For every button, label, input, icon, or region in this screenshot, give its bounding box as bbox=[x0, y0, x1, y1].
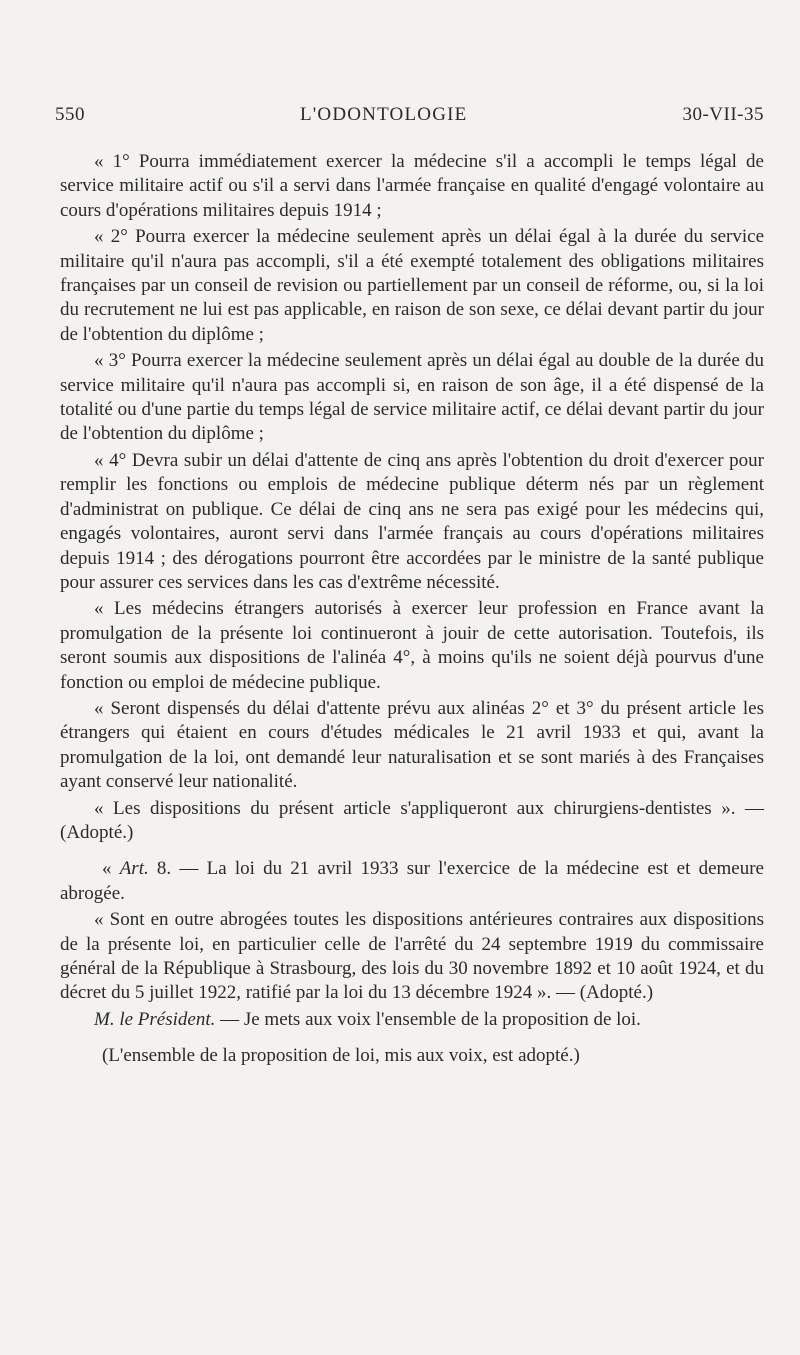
article-8-label: Art. bbox=[119, 858, 149, 880]
paragraph-2: « 2° Pourra exercer la médecine seulement après un délai égal à la durée du service militaire qu'il n'aura pas accompli, s'il a été exempté totalement des obligations militaires françaises par un conseil de revision ou partiellement par un conseil de réforme, ou, si la loi du recrutement ne lui est pas applicable, en raison de son sexe, ce délai devant partir du jour de l'obtention du diplôme ; bbox=[60, 226, 764, 345]
issue-date: 30-VII-35 bbox=[682, 104, 764, 125]
paragraph-1: « 1° Pourra immédiatement exercer la médecine s'il a accompli le temps légal de service militaire actif ou s'il a servi dans l'armée française en qualité d'engagé volontaire au cours d'opérations militaires depuis 1914 ; bbox=[60, 151, 764, 221]
president-speaker: M. le Président. bbox=[94, 1008, 216, 1030]
president-paragraph bbox=[60, 1008, 764, 1032]
article-8-paragraph bbox=[60, 857, 764, 906]
running-header bbox=[55, 104, 764, 126]
page-number: 550 bbox=[55, 104, 85, 125]
closing-paragraph: (L'ensemble de la proposition de loi, mis aux voix, est adopté.) bbox=[102, 1045, 580, 1067]
abrogation-paragraph: « Sont en outre abrogées toutes les dispositions antérieures contraires aux dispositions de la présente loi, en particulier celle de l'arrêté du 24 septembre 1919 du commissaire général de la République à Strasbourg, des lois du 30 novembre 1892 et 10 août 1924, et du décret du 5 juillet 1922, ratifié par la loi du 13 décembre 1924 ». — (Adopté.) bbox=[60, 909, 764, 1004]
article-8-open: « bbox=[102, 858, 120, 880]
president-text: — Je mets aux voix l'ensemble de la proposition de loi. bbox=[215, 1008, 641, 1030]
paragraph-3: « 3° Pourra exercer la médecine seulement après un délai égal au double de la durée du service militaire qu'il n'aura pas accompli si, en raison de son âge, il a été dispensé de la totalité ou d'une partie du temps légal de service militaire actif, ce délai devant partir du jour de l'obtention du diplôme ; bbox=[60, 350, 764, 445]
article-8-text: 8. — La loi du 21 avril 1933 sur l'exercice de la médecine est et demeure abrogée. bbox=[60, 858, 764, 904]
paragraph-4: « 4° Devra subir un délai d'attente de cinq ans après l'obtention du droit d'exercer pour remplir les fonctions ou emplois de médecine publique déterm nés par un règlement d'administrat on publique. Ce délai de cinq ans ne sera pas exigé pour les médecins qui, engagés volontaires, auront servi dans l'armée français au cours d'opérations militaires depuis 1914 ; des dérogations pourront être accordées par le ministre de la santé publique pour assurer ces services dans les cas d'extrême nécessité. bbox=[60, 449, 764, 593]
paragraph-6: « Seront dispensés du délai d'attente prévu aux alinéas 2° et 3° du présent article les étrangers qui étaient en cours d'études médicales le 21 avril 1933 et qui, avant la promulgation de la loi, ont demandé leur naturalisation et se sont mariés à des Françaises ayant conservé leur nationalité. bbox=[60, 697, 764, 793]
paragraph-5: « Les médecins étrangers autorisés à exercer leur profession en France avant la promulgation de la présente loi continueront à jouir de cette autorisation. Toutefois, ils seront soumis aux dispositions de l'alinéa 4°, à moins qu'ils ne soient déjà pourvus d'une fonction ou emploi de médecine publique. bbox=[60, 598, 764, 693]
journal-title: L'ODONTOLOGIE bbox=[299, 104, 468, 125]
body-text bbox=[60, 150, 764, 1069]
paragraph-7: « Les dispositions du présent article s'appliqueront aux chirurgiens-dentistes ». — (Adopté.) bbox=[60, 797, 764, 843]
